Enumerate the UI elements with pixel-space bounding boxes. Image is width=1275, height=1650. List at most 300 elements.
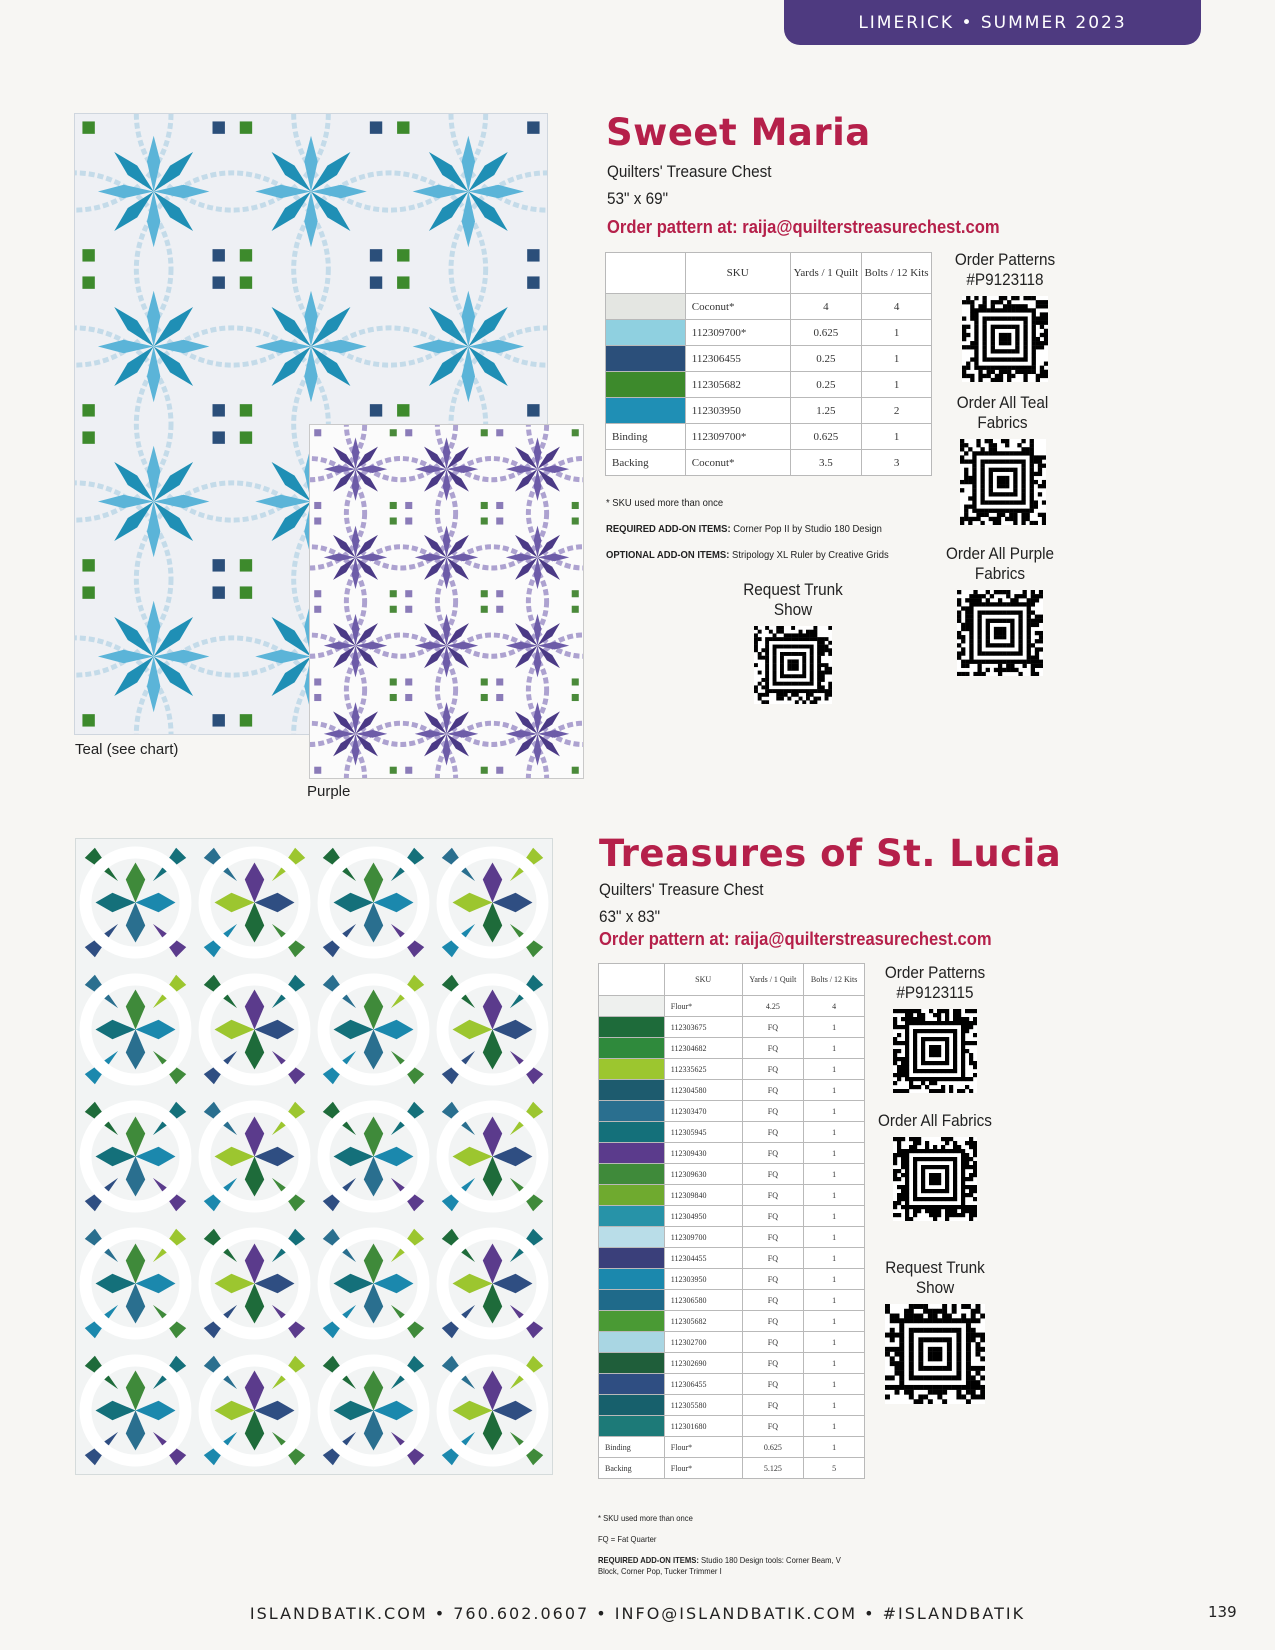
qr-module: [945, 1057, 949, 1061]
qr-request-trunk-show[interactable]: [728, 580, 858, 704]
qr-code-icon[interactable]: [754, 626, 832, 704]
qr-module: [825, 693, 829, 697]
qr-module: [994, 631, 998, 635]
qr-code-icon[interactable]: [893, 1009, 977, 1093]
qr-module: [913, 1045, 917, 1049]
qr-code-icon[interactable]: [893, 1137, 977, 1221]
quilt-star-point: [534, 734, 542, 766]
quilt-star-point: [255, 650, 311, 663]
qr-module: [947, 1385, 952, 1390]
qr-module: [998, 643, 1002, 647]
qr-module: [973, 590, 977, 594]
qr-module: [949, 1149, 953, 1153]
qr-module: [971, 1380, 976, 1385]
quilt-star-point: [415, 730, 447, 738]
qr-module: [973, 1145, 977, 1149]
bolts-cell: 1: [804, 1164, 865, 1185]
quilt-star-point: [147, 446, 160, 502]
qr-module: [970, 316, 974, 320]
quilt-star-point: [462, 136, 475, 192]
qr-module: [1005, 451, 1009, 455]
sku-cell: 112304682: [664, 1038, 742, 1059]
qr-module: [1040, 300, 1044, 304]
qr-module: [980, 459, 984, 463]
qr-module: [964, 476, 968, 480]
qr-module: [953, 1013, 957, 1017]
qr-module: [802, 633, 806, 637]
qr-module: [962, 329, 966, 333]
qr-module: [982, 594, 986, 598]
qr-module: [960, 480, 964, 484]
qr-code-icon[interactable]: [960, 439, 1046, 525]
qr-module: [787, 633, 791, 637]
qr-label: Order Patterns #P9123115: [884, 963, 986, 1002]
qr-module: [941, 1157, 945, 1161]
qr-module: [995, 349, 999, 353]
quilt-square: [397, 404, 409, 416]
qr-module: [758, 671, 762, 675]
qr-module: [825, 697, 829, 701]
qr-module: [956, 1328, 961, 1333]
qr-module: [980, 521, 984, 525]
qr-module: [810, 689, 814, 693]
qr-module: [828, 682, 832, 686]
qr-module: [810, 678, 814, 682]
qr-request-trunk-show[interactable]: [870, 1258, 1000, 1404]
qr-module: [1013, 480, 1017, 484]
qr-module: [817, 641, 821, 645]
qr-module: [1006, 668, 1010, 672]
qr-module: [897, 1049, 901, 1053]
qr-module: [787, 637, 791, 641]
qr-module: [1039, 590, 1043, 594]
qr-module: [890, 1385, 895, 1390]
qr-module: [909, 1205, 913, 1209]
qr-module: [1021, 447, 1025, 451]
qr-module: [810, 671, 814, 675]
swatch-cell: [599, 1143, 665, 1164]
qr-module: [961, 1073, 965, 1077]
qr-module: [780, 663, 784, 667]
qr-module: [982, 353, 986, 357]
qr-module: [969, 1145, 973, 1149]
qr-module: [1006, 610, 1010, 614]
qr-module: [1015, 370, 1019, 374]
qr-module: [972, 500, 976, 504]
qr-module: [961, 1057, 965, 1061]
quilt-star-point: [483, 1030, 502, 1070]
table-row: [599, 1143, 865, 1164]
qr-module: [975, 1352, 980, 1357]
qr-module: [999, 325, 1003, 329]
qr-module: [961, 647, 965, 651]
qr-module: [972, 464, 976, 468]
qr-module: [901, 1193, 905, 1197]
qr-module: [1032, 329, 1036, 333]
qr-module: [1011, 366, 1015, 370]
qr-code-icon[interactable]: [962, 296, 1048, 382]
qr-order-teal[interactable]: [940, 393, 1065, 525]
quilt-star-point: [483, 1411, 502, 1451]
qr-module: [1000, 480, 1004, 484]
qr-module: [995, 316, 999, 320]
qr-module: [909, 1137, 913, 1141]
qr-module: [957, 1213, 961, 1217]
quilt-square: [390, 517, 397, 524]
sku-cell: 112305945: [664, 1122, 742, 1143]
qr-module: [897, 1213, 901, 1217]
qr-module: [929, 1045, 933, 1049]
qr-module: [802, 689, 806, 693]
qr-module: [960, 455, 964, 459]
qr-module: [961, 635, 965, 639]
yards-cell: 0.625: [790, 424, 862, 450]
qr-module: [991, 357, 995, 361]
qr-module: [918, 1366, 923, 1371]
qr-module: [1006, 590, 1010, 594]
qr-module: [765, 641, 769, 645]
qr-module: [966, 345, 970, 349]
qr-module: [923, 1328, 928, 1333]
bolts-cell: 1: [804, 1374, 865, 1395]
qr-module: [949, 1029, 953, 1033]
qr-module: [799, 630, 803, 634]
qr-module: [968, 521, 972, 525]
qr-module: [937, 1385, 942, 1390]
quilt-square: [240, 121, 252, 133]
quilt-star-point: [255, 340, 311, 353]
qr-order-patterns[interactable]: [940, 250, 1070, 382]
order-pattern-link[interactable]: Order pattern at: raija@quilterstreasurechest.com: [607, 217, 1000, 237]
quilt-star-point: [324, 730, 356, 738]
qr-module: [933, 1061, 937, 1065]
qr-module: [945, 1197, 949, 1201]
quilt-square: [405, 694, 412, 701]
qr-module: [1035, 651, 1039, 655]
qr-module: [933, 1149, 937, 1153]
qr-module: [810, 663, 814, 667]
order-pattern-link[interactable]: Order pattern at: raija@quilterstreasurechest.com: [599, 929, 992, 949]
quilt-star-point: [483, 1243, 502, 1283]
qr-module: [1000, 459, 1004, 463]
quilt-square: [496, 429, 503, 436]
qr-module: [990, 602, 994, 606]
qr-module: [956, 1318, 961, 1323]
qr-module: [1018, 643, 1022, 647]
qr-module: [992, 509, 996, 513]
qr-module: [1010, 619, 1014, 623]
qr-module: [994, 610, 998, 614]
quilt-square: [213, 121, 225, 133]
qr-module: [914, 1304, 919, 1309]
qr-module: [953, 1205, 957, 1209]
qr-module: [758, 630, 762, 634]
quilt-square: [481, 606, 488, 613]
qr-module: [961, 1201, 965, 1205]
quilt-star-point: [413, 185, 469, 198]
qr-module: [961, 623, 965, 627]
qr-module: [1000, 500, 1004, 504]
qr-module: [953, 1157, 957, 1161]
quilt-star-point: [443, 646, 451, 678]
qr-module: [982, 357, 986, 361]
qr-code-icon[interactable]: [885, 1304, 985, 1404]
qr-module: [999, 300, 1003, 304]
qr-module: [928, 1385, 933, 1390]
qr-module: [1018, 631, 1022, 635]
qr-module: [953, 1057, 957, 1061]
qr-module: [972, 484, 976, 488]
qr-module: [1011, 308, 1015, 312]
quilt-star-point: [493, 1020, 533, 1039]
required-items: [606, 516, 889, 542]
qr-module: [969, 660, 973, 664]
qr-module: [765, 656, 769, 660]
table-row: [599, 1017, 865, 1038]
qr-module: [988, 472, 992, 476]
bolts-cell: 3: [862, 450, 932, 476]
qr-module: [976, 509, 980, 513]
qr-module: [905, 1089, 909, 1093]
qr-module: [969, 1193, 973, 1197]
qr-module: [937, 1053, 941, 1057]
quilt-star-point: [98, 185, 154, 198]
yards-cell: 4.25: [742, 996, 804, 1017]
qr-module: [1002, 643, 1006, 647]
pattern-title: Treasures of St. Lucia: [599, 832, 1062, 875]
qr-module: [828, 671, 832, 675]
qr-module: [937, 1213, 941, 1217]
qr-module: [1032, 316, 1036, 320]
qr-module: [975, 1385, 980, 1390]
qr-module: [1032, 296, 1036, 300]
qr-module: [1021, 459, 1025, 463]
qr-module: [1037, 459, 1041, 463]
quilt-star-point: [304, 136, 317, 192]
qr-module: [961, 660, 965, 664]
quilt-star-point: [147, 291, 160, 347]
qr-module: [980, 1394, 985, 1399]
qr-module: [780, 667, 784, 671]
qr-module: [784, 693, 788, 697]
qr-module: [961, 1385, 966, 1390]
qr-module: [971, 1328, 976, 1333]
qr-module: [921, 1017, 925, 1021]
qr-module: [905, 1037, 909, 1041]
qr-module: [947, 1347, 952, 1352]
quilt-star-point: [483, 989, 502, 1029]
bolts-cell: 1: [804, 1416, 865, 1437]
qr-module: [914, 1328, 919, 1333]
qr-module: [942, 1366, 947, 1371]
qr-module: [1031, 664, 1035, 668]
quilt-square: [390, 694, 397, 701]
qr-module: [913, 1197, 917, 1201]
qr-module: [968, 505, 972, 509]
qr-module: [980, 500, 984, 504]
qr-module: [921, 1053, 925, 1057]
quilt-star-point: [126, 1030, 145, 1070]
qr-module: [995, 300, 999, 304]
qr-module: [1032, 308, 1036, 312]
qr-code-icon[interactable]: [957, 590, 1043, 676]
quilt-square: [82, 714, 94, 726]
quilt-star-point: [126, 862, 145, 902]
quilt-square: [240, 586, 252, 598]
qr-module: [917, 1085, 921, 1089]
quilt-square: [572, 678, 579, 685]
qr-module: [996, 513, 1000, 517]
qr-module: [962, 316, 966, 320]
qr-module: [1036, 321, 1040, 325]
qr-order-all-fabrics[interactable]: [870, 1111, 1000, 1221]
table-row: [606, 372, 932, 398]
quilt-square: [496, 590, 503, 597]
qr-module: [802, 671, 806, 675]
qr-module: [999, 370, 1003, 374]
qr-module: [909, 1318, 914, 1323]
qr-module: [982, 651, 986, 655]
qr-module: [1025, 517, 1029, 521]
qr-module: [917, 1009, 921, 1013]
qr-module: [966, 362, 970, 366]
qr-module: [1027, 598, 1031, 602]
qr-module: [969, 635, 973, 639]
qr-module: [885, 1333, 890, 1338]
sku-cell: 112302700: [664, 1332, 742, 1353]
qr-module: [905, 1021, 909, 1025]
qr-module: [773, 674, 777, 678]
qr-module: [991, 366, 995, 370]
qr-module: [1013, 500, 1017, 504]
qr-module: [965, 610, 969, 614]
qr-module: [905, 1065, 909, 1069]
qr-module: [787, 682, 791, 686]
qr-module: [982, 296, 986, 300]
qr-module: [1015, 329, 1019, 333]
qr-module: [982, 366, 986, 370]
qr-module: [1035, 656, 1039, 660]
qr-module: [821, 678, 825, 682]
qr-module: [1031, 594, 1035, 598]
qr-module: [923, 1309, 928, 1314]
qr-module: [975, 1394, 980, 1399]
quilt-star-point: [534, 614, 542, 646]
qr-module: [972, 505, 976, 509]
qr-module: [986, 635, 990, 639]
qr-module: [988, 509, 992, 513]
qr-module: [953, 1185, 957, 1189]
quilt-star-point: [324, 554, 356, 562]
qr-module: [1027, 619, 1031, 623]
qr-module: [758, 637, 762, 641]
qr-module: [945, 1165, 949, 1169]
qr-order-patterns[interactable]: [870, 963, 1000, 1093]
sku-cell: 112303950: [664, 1269, 742, 1290]
qr-module: [1005, 459, 1009, 463]
quilt-star-point: [493, 1274, 533, 1293]
qr-module: [994, 627, 998, 631]
qr-module: [994, 651, 998, 655]
qr-module: [1035, 619, 1039, 623]
yards-cell: FQ: [742, 1101, 804, 1122]
qr-module: [982, 304, 986, 308]
qr-module: [780, 630, 784, 634]
sku-cell: 112309840: [664, 1185, 742, 1206]
quilt-star-point: [506, 642, 538, 650]
qr-module: [901, 1189, 905, 1193]
quilt-star-point: [364, 862, 383, 902]
qr-module: [971, 1337, 976, 1342]
qr-module: [992, 468, 996, 472]
qr-module: [945, 1205, 949, 1209]
qr-module: [982, 300, 986, 304]
qr-module: [976, 517, 980, 521]
qr-module: [973, 1141, 977, 1145]
qr-module: [890, 1337, 895, 1342]
qr-module: [964, 468, 968, 472]
qr-module: [890, 1375, 895, 1380]
qr-module: [1033, 500, 1037, 504]
qr-module: [969, 631, 973, 635]
qr-module: [893, 1017, 897, 1021]
qr-module: [933, 1069, 937, 1073]
qr-module: [895, 1314, 900, 1319]
qr-module: [972, 476, 976, 480]
qr-module: [945, 1149, 949, 1153]
qr-module: [998, 660, 1002, 664]
qr-module: [905, 1177, 909, 1181]
quilt-star-point: [352, 614, 360, 646]
qr-module: [905, 1017, 909, 1021]
qr-module: [933, 1157, 937, 1161]
bolts-cell: 1: [862, 320, 932, 346]
quilt-square: [496, 694, 503, 701]
qr-module: [1018, 610, 1022, 614]
qr-module: [893, 1073, 897, 1077]
qr-module: [795, 645, 799, 649]
qr-module: [791, 667, 795, 671]
qr-module: [966, 1318, 971, 1323]
quilt-star-point: [136, 1147, 176, 1166]
qr-module: [947, 1328, 952, 1333]
quilt-square: [370, 276, 382, 288]
qr-module: [977, 610, 981, 614]
qr-module: [905, 1185, 909, 1189]
qr-module: [1007, 341, 1011, 345]
qr-module: [965, 1209, 969, 1213]
qr-module: [913, 1069, 917, 1073]
qr-module: [970, 308, 974, 312]
qr-module: [953, 1009, 957, 1013]
qr-order-purple[interactable]: [935, 544, 1065, 676]
qr-module: [945, 1185, 949, 1189]
qr-module: [969, 1205, 973, 1209]
qr-module: [996, 521, 1000, 525]
qr-module: [1021, 476, 1025, 480]
qr-module: [977, 672, 981, 676]
qr-module: [921, 1029, 925, 1033]
qr-module: [901, 1153, 905, 1157]
qr-module: [1035, 623, 1039, 627]
qr-module: [895, 1371, 900, 1376]
quilt-star-point: [245, 1411, 264, 1451]
quilt-square: [405, 517, 412, 524]
qr-module: [991, 329, 995, 333]
quilt-square: [481, 429, 488, 436]
qr-module: [1006, 643, 1010, 647]
qr-module: [980, 1375, 985, 1380]
